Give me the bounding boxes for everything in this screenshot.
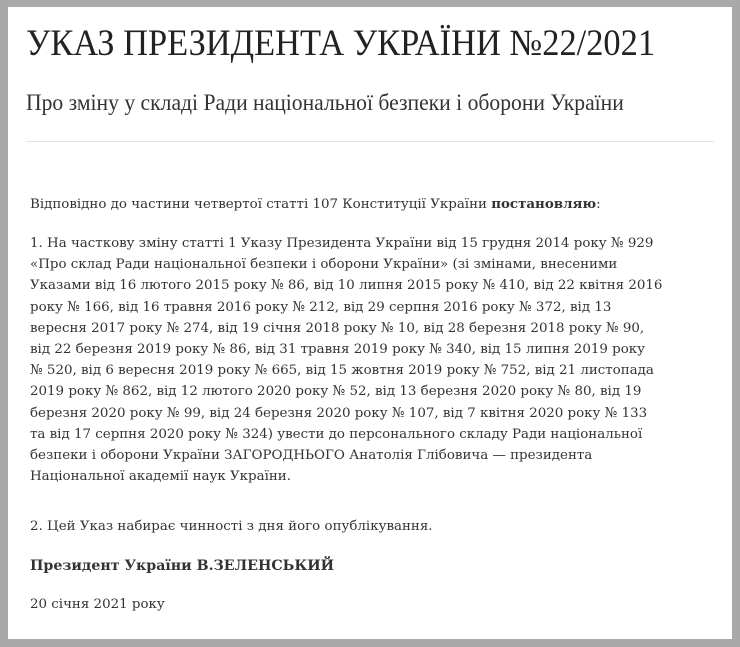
article-1-line: та від 17 серпня 2020 року № 324) увести до персонального складу Ради національної: [30, 426, 643, 442]
article-1-line: року № 166, від 16 травня 2016 року № 212, від 29 серпня 2016 року № 372, від 13: [30, 299, 612, 315]
document-page: [8, 7, 732, 639]
article-1-line: № 520, від 6 вересня 2019 року № 665, від 15 жовтня 2019 року № 752, від 21 листопада: [30, 363, 654, 379]
article-1-line: вересня 2017 року № 274, від 19 січня 2018 року № 10, від 28 березня 2018 року № 90,: [30, 320, 645, 336]
article-1-line: 1. На часткову зміну статті 1 Указу Президента України від 15 грудня 2014 року № 929: [30, 236, 654, 251]
decree-subtitle: Про зміну у складі Ради національної безпеки і оборони України: [26, 90, 624, 115]
preamble-paragraph: [30, 194, 730, 215]
preamble-colon: :: [596, 197, 601, 212]
article-1-line: «Про склад Ради національної безпеки і оборони України» (зі змінами, внесеними: [30, 257, 618, 273]
preamble-bold-verb: постановляю: [491, 196, 597, 212]
article-1-line: 2019 року № 862, від 12 лютого 2020 року № 52, від 13 березня 2020 року № 80, від 19: [30, 384, 642, 400]
article-1-line: від 22 березня 2019 року № 86, від 31 травня 2019 року № 340, від 15 липня 2019 року: [30, 342, 646, 358]
article-1-paragraph: [30, 233, 730, 487]
article-2-paragraph: 2. Цей Указ набирає чинності з дня його опублікування.: [30, 519, 433, 534]
preamble-text: Відповідно до частини четвертої статті 107 Конституції України: [30, 197, 492, 212]
header-divider: [26, 141, 714, 142]
article-1-line: березня 2020 року № 99, від 24 березня 2020 року № 107, від 7 квітня 2020 року № 133: [30, 405, 648, 421]
article-1-line: Національної академії наук України.: [30, 469, 291, 485]
decree-title: УКАЗ ПРЕЗИДЕНТА УКРАЇНИ №22/2021: [26, 23, 656, 64]
article-1-line: Указами від 16 лютого 2015 року № 86, від 10 липня 2015 року № 410, від 22 квітня 2016: [30, 278, 663, 294]
signature: Президент України В.ЗЕЛЕНСЬКИЙ: [30, 558, 335, 574]
decree-date: 20 січня 2021 року: [30, 597, 165, 612]
article-1-line: безпеки і оборони України ЗАГОРОДНЬОГО Анатолія Глібовича — президента: [30, 448, 593, 464]
